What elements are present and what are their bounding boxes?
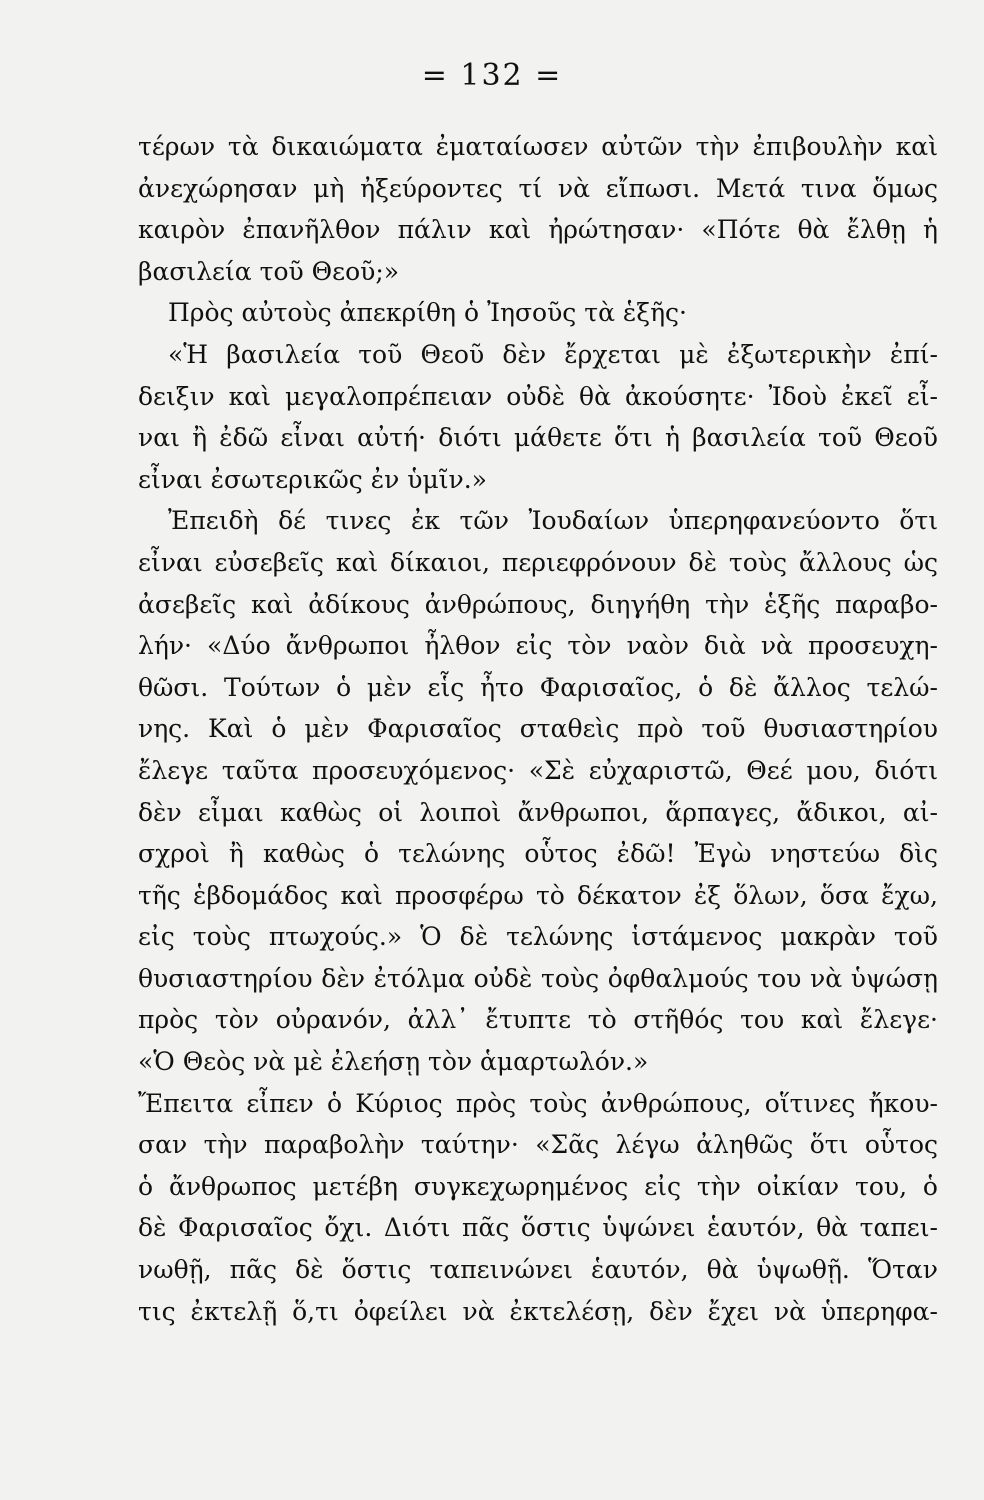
text-line: ἔλεγε ταῦτα προσευχόμενος· «Σὲ εὐχαριστῶ, Θεέ μου, διότι [138, 755, 938, 785]
text-line: καιρὸν ἐπανῆλθον πάλιν καὶ ἠρώτησαν· «Πότε θὰ ἔλθῃ ἡ [138, 215, 938, 245]
text-line: σαν τὴν παραβολὴν ταύτην· «Σᾶς λέγω ἀληθῶς ὅτι οὗτος [138, 1130, 938, 1160]
text-line: πρὸς τὸν οὐρανόν, ἀλλ᾽ ἔτυπτε τὸ στῆθός του καὶ ἔλεγε· [138, 1005, 938, 1035]
text-line: νωθῇ, πᾶς δὲ ὅστις ταπεινώνει ἑαυτόν, θὰ ὑψωθῇ. Ὅταν [138, 1255, 938, 1285]
page-number: = 132 = [421, 58, 563, 93]
text-line: εἶναι ἐσωτερικῶς ἐν ὑμῖν.» [138, 464, 487, 494]
text-line: Ἐπειδὴ δέ τινες ἐκ τῶν Ἰουδαίων ὑπερηφανεύοντο ὅτι [168, 506, 938, 536]
text-line: δειξιν καὶ μεγαλοπρέπειαν οὐδὲ θὰ ἀκούσητε· Ἰδοὺ ἐκεῖ εἶ- [138, 381, 938, 411]
text-line: ὁ ἄνθρωπος μετέβη συγκεχωρημένος εἰς τὴν οἰκίαν του, ὁ [138, 1171, 938, 1201]
text-line: ἀσεβεῖς καὶ ἀδίκους ἀνθρώπους, διηγήθη τὴν ἑξῆς παραβο- [138, 589, 938, 619]
text-line: δὲ Φαρισαῖος ὄχι. Διότι πᾶς ὅστις ὑψώνει ἑαυτόν, θὰ ταπει- [138, 1213, 938, 1243]
text-line: λήν· «Δύο ἄνθρωποι ἦλθον εἰς τὸν ναὸν διὰ νὰ προσευχη- [138, 631, 938, 661]
text-line: τῆς ἑβδομάδος καὶ προσφέρω τὸ δέκατον ἐξ ὅλων, ὅσα ἔχω, [138, 880, 938, 910]
text-line: ἀνεχώρησαν μὴ ἠξεύροντες τί νὰ εἴπωσι. Μετά τινα ὅμως [138, 173, 938, 203]
text-line: εἰς τοὺς πτωχούς.» Ὁ δὲ τελώνης ἱστάμενος μακρὰν τοῦ [138, 922, 938, 952]
text-line: νης. Καὶ ὁ μὲν Φαρισαῖος σταθεὶς πρὸ τοῦ θυσιαστηρίου [138, 714, 938, 744]
body-text [138, 126, 938, 1332]
text-line: σχροὶ ἢ καθὼς ὁ τελώνης οὗτος ἐδῶ! Ἐγὼ νηστεύω δὶς [138, 839, 938, 869]
text-line: εἶναι εὐσεβεῖς καὶ δίκαιοι, περιεφρόνουν δὲ τοὺς ἄλλους ὡς [138, 547, 938, 577]
text-line: βασιλεία τοῦ Θεοῦ;» [138, 256, 400, 286]
text-line: Ἔπειτα εἶπεν ὁ Κύριος πρὸς τοὺς ἀνθρώπους, οἵτινες ἤκου- [138, 1088, 938, 1118]
text-line: τις ἐκτελῇ ὅ,τι ὀφείλει νὰ ἐκτελέσῃ, δὲν ἔχει νὰ ὑπερηφα- [138, 1296, 938, 1326]
text-line: «Ὁ Θεὸς νὰ μὲ ἐλεήσῃ τὸν ἁμαρτωλόν.» [138, 1047, 649, 1077]
text-line: θῶσι. Τούτων ὁ μὲν εἷς ἦτο Φαρισαῖος, ὁ δὲ ἄλλος τελώ- [138, 672, 938, 702]
text-line: θυσιαστηρίου δὲν ἐτόλμα οὐδὲ τοὺς ὀφθαλμούς του νὰ ὑψώσῃ [138, 963, 938, 993]
text-line: δὲν εἶμαι καθὼς οἱ λοιποὶ ἄνθρωποι, ἅρπαγες, ἄδικοι, αἰ- [138, 797, 938, 827]
text-line: «Ἡ βασιλεία τοῦ Θεοῦ δὲν ἔρχεται μὲ ἐξωτερικὴν ἐπί- [168, 339, 938, 369]
text-line: ναι ἢ ἐδῶ εἶναι αὐτή· διότι μάθετε ὅτι ἡ βασιλεία τοῦ Θεοῦ [138, 423, 938, 453]
text-line: Πρὸς αὐτοὺς ἀπεκρίθη ὁ Ἰησοῦς τὰ ἑξῆς· [168, 298, 688, 328]
text-line: τέρων τὰ δικαιώματα ἐματαίωσεν αὐτῶν τὴν ἐπιβουλὴν καὶ [138, 132, 938, 161]
